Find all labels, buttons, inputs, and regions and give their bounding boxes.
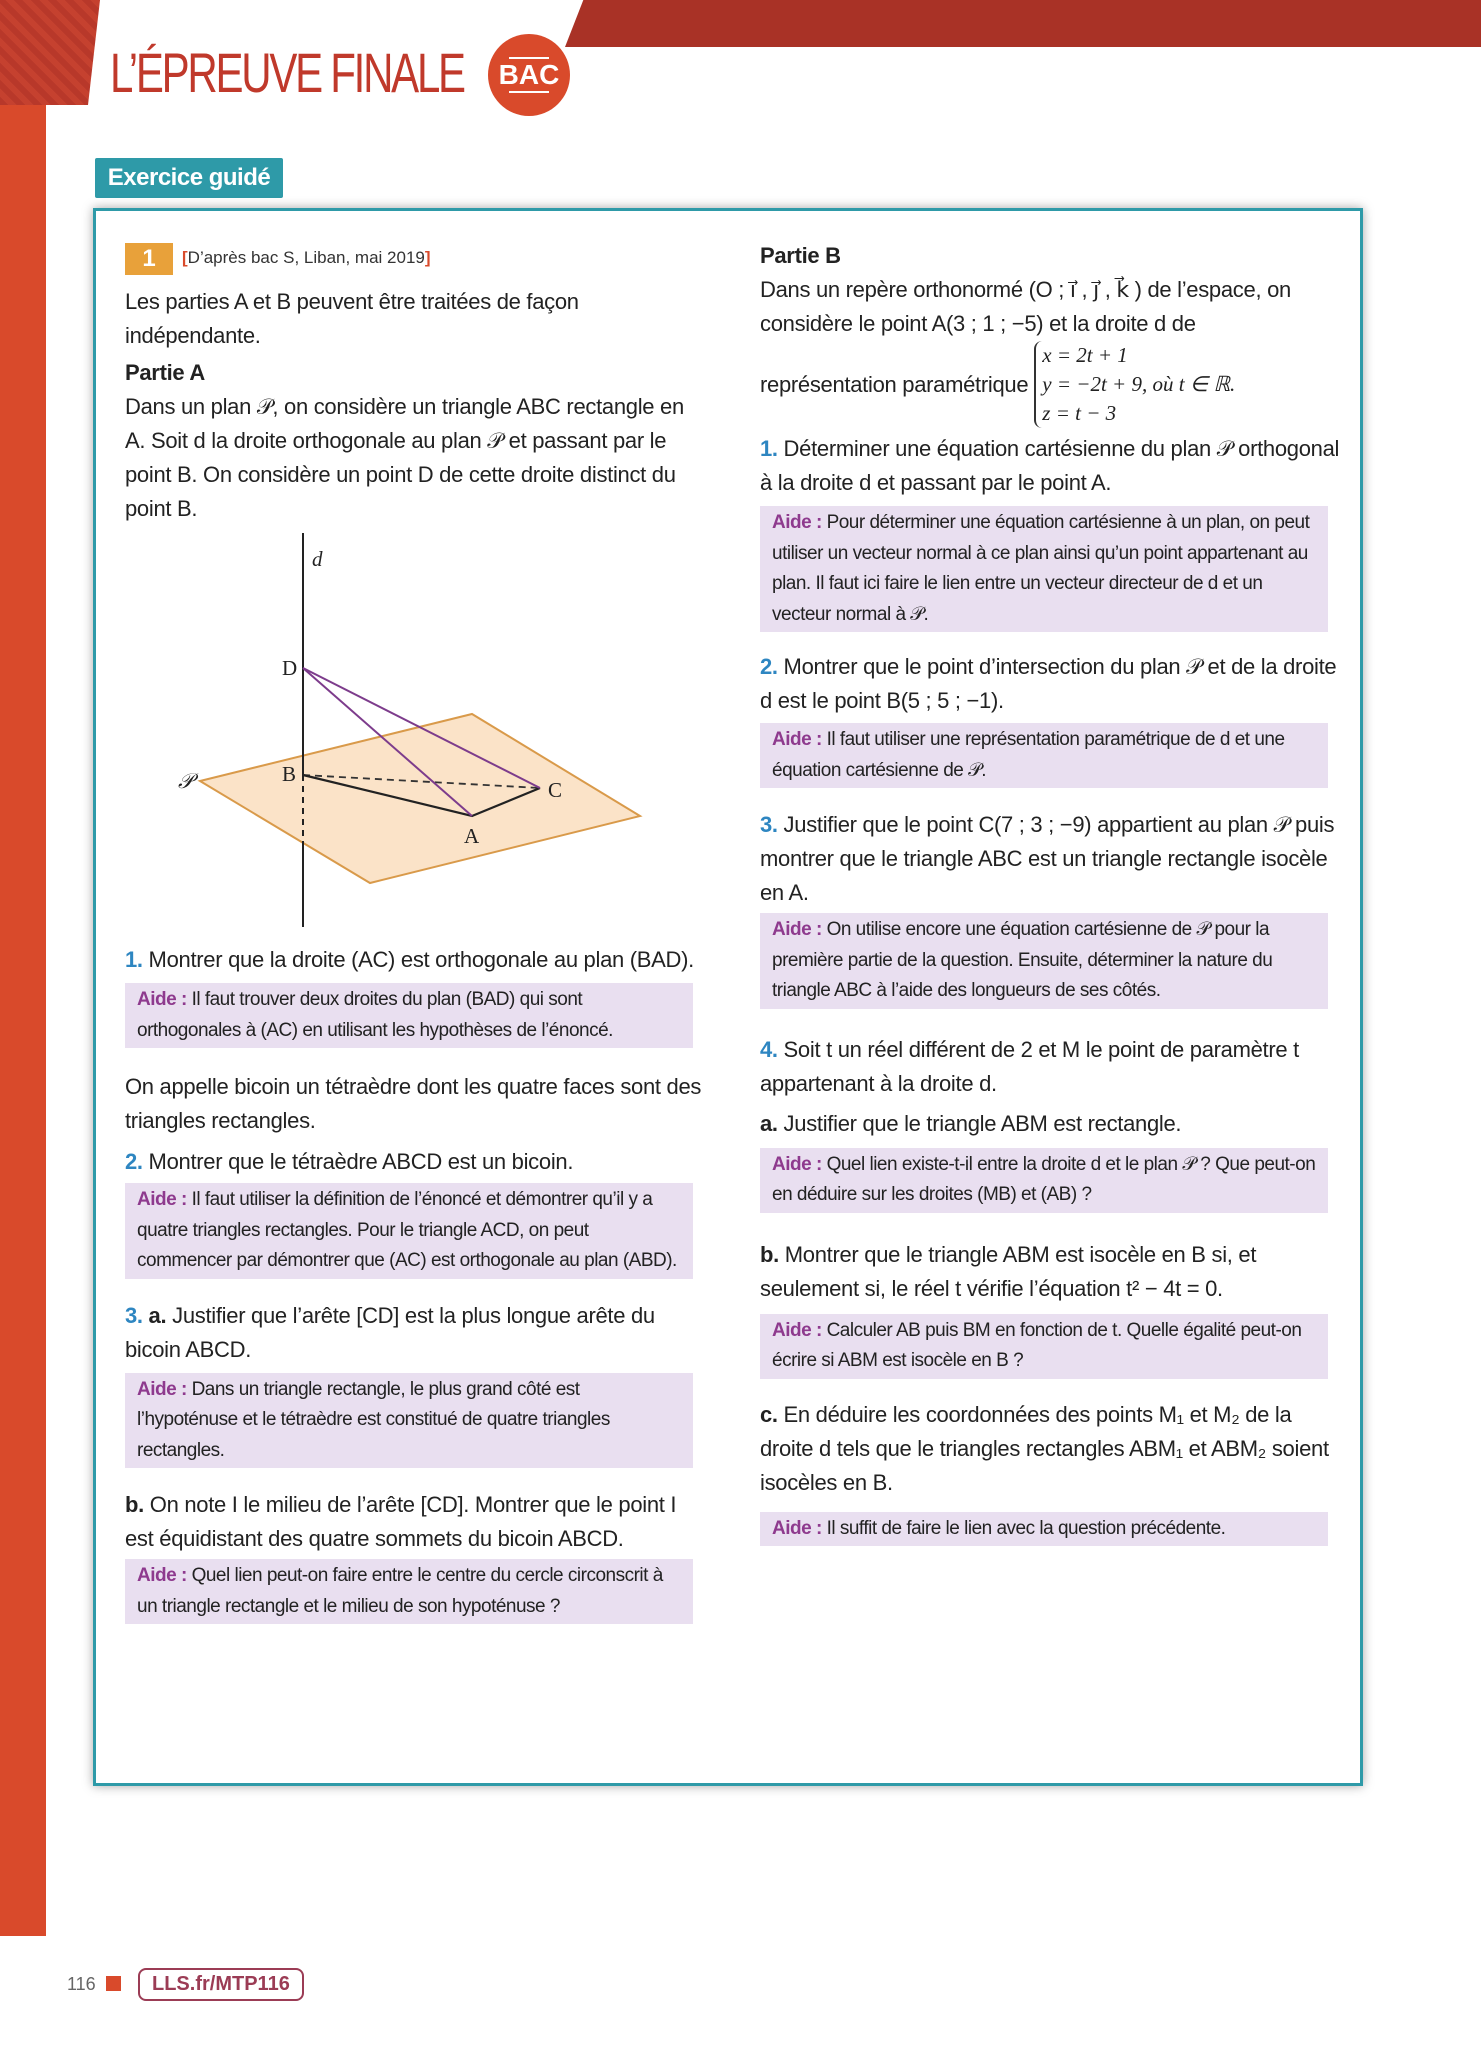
partB-question-4b	[760, 1238, 1340, 1306]
label-d: d	[312, 547, 323, 571]
partB-text: Dans un repère orthonormé (O ; i⃗ , j⃗ , k⃗ ) de l’espace, on considère le point A(3 ; 1 ; −5) et la droite d de	[760, 277, 1291, 336]
footer-square	[106, 1976, 121, 1991]
aide-text: Calculer AB puis BM en fonction de t. Quelle égalité peut-on écrire si ABM est isocèle en B ?	[772, 1319, 1302, 1371]
subquestion-letter: b.	[760, 1241, 779, 1267]
question-number: 1.	[125, 947, 143, 972]
aide-label: Aide :	[772, 512, 822, 533]
question-number: 3.	[760, 812, 778, 837]
aide-text: Quel lien existe-t-il entre la droite d et le plan 𝒫 ? Que peut-on en déduire sur les droites (MB) et (AB) ?	[772, 1153, 1316, 1205]
aide-box	[125, 1559, 693, 1624]
param-label: représentation paramétrique	[760, 371, 1029, 397]
partB-question-4c	[760, 1398, 1340, 1500]
question-number: 4.	[760, 1036, 778, 1062]
label-C: C	[548, 778, 563, 802]
aide-text: Il faut trouver deux droites du plan (BAD) qui sont orthogonales à (AC) en utilisant les hypothèses de l’énoncé.	[137, 989, 613, 1041]
equation-x: x = 2t + 1	[1042, 343, 1128, 367]
figure-tetrahedron	[170, 526, 660, 936]
bicoin-definition: On appelle bicoin un tétraèdre dont les quatre faces sont des triangles rectangles.	[125, 1074, 702, 1133]
partA-text: Dans un plan 𝒫, on considère un triangle ABC rectangle en A. Soit d la droite orthogonale au plan 𝒫 et passant par le point B. On considère un point D de cette droite distinct du point B.	[125, 394, 684, 521]
left-color-bar	[0, 0, 46, 1936]
label-P: 𝒫	[178, 769, 194, 793]
parametric-system	[1034, 341, 1235, 428]
question-number: 1.	[760, 436, 778, 461]
question-text: Montrer que le triangle ABM est isocèle en B si, et seulement si, le réel t vérifie l’équation t² − 4t = 0.	[760, 1241, 1257, 1301]
bracket-open: [	[182, 248, 188, 267]
aide-text: On utilise encore une équation cartésienne de 𝒫 pour la première partie de la question. Ensuite, déterminer la nature du triangle ABC à l’aide des longueurs de ses côtés.	[772, 919, 1273, 1001]
aide-box	[760, 913, 1328, 1009]
aide-text: Il suffit de faire le lien avec la question précédente.	[826, 1517, 1226, 1539]
right-column	[760, 239, 1340, 1546]
question-text: Justifier que le triangle ABM est rectangle.	[777, 1110, 1182, 1136]
label-B: B	[282, 762, 297, 786]
subquestion-letter: c.	[760, 1401, 778, 1427]
aide-text: Dans un triangle rectangle, le plus grand côté est l’hypoténuse et le tétraèdre est constitué de quatre triangles rectangles.	[137, 1378, 610, 1461]
bac-seal	[488, 34, 570, 116]
partB-question-4	[760, 1033, 1340, 1101]
partA-question-3a	[125, 1299, 705, 1367]
section-badge: Exercice guidé	[95, 158, 283, 198]
partB-question-3	[760, 808, 1340, 910]
left-column	[125, 285, 705, 1624]
aide-label: Aide :	[137, 989, 187, 1010]
aide-text: Quel lien peut-on faire entre le centre du cercle circonscrit à un triangle rectangle et le milieu de son hypoténuse ?	[137, 1565, 663, 1617]
bac-label: BAC	[498, 59, 560, 90]
question-text: Montrer que la droite (AC) est orthogonale au plan (BAD).	[142, 947, 694, 972]
aide-box	[125, 983, 693, 1048]
corner-pattern	[0, 0, 100, 105]
aide-box	[760, 1148, 1328, 1213]
partB-question-4a	[760, 1107, 1340, 1141]
partB-title: Partie B	[760, 243, 841, 268]
aide-label: Aide :	[772, 1517, 822, 1539]
partB-question-1	[760, 432, 1340, 500]
subquestion-letter: a.	[760, 1110, 778, 1136]
subquestion-letter: a.	[142, 1302, 167, 1328]
aide-box	[760, 506, 1328, 632]
aide-text: Il faut utiliser une représentation paramétrique de d et une équation cartésienne de 𝒫.	[772, 729, 1285, 781]
aide-label: Aide :	[772, 729, 822, 750]
bracket-close: ]	[424, 248, 431, 267]
equation-z: z = t − 3	[1042, 401, 1117, 425]
partA-question-3b	[125, 1488, 705, 1556]
aide-label: Aide :	[772, 1153, 822, 1175]
question-text: Soit t un réel différent de 2 et M le point de paramètre t appartenant à la droite d.	[760, 1036, 1299, 1096]
header-band	[565, 0, 1481, 47]
aide-text: Il faut utiliser la définition de l’énoncé et démontrer qu’il y a quatre triangles rectangles. Pour le triangle ACD, on peut commencer par démontrer que (AC) est orthogonale au plan (ABD).	[137, 1189, 677, 1271]
aide-text: Pour déterminer une équation cartésienne à un plan, on peut utiliser un vecteur normal à ce plan ainsi qu’un point appartenant au plan. Il faut ici faire le lien entre un vecteur directeur de d et un vecteur normal à 𝒫.	[772, 512, 1310, 625]
question-number: 3.	[125, 1302, 143, 1328]
footer-link[interactable]: LLS.fr/MTP116	[138, 1968, 304, 2001]
label-D: D	[282, 656, 298, 680]
subquestion-letter: b.	[125, 1492, 144, 1517]
aide-box	[760, 723, 1328, 788]
aide-box	[125, 1373, 693, 1469]
question-text: Montrer que le point d’intersection du plan 𝒫 et de la droite d est le point B(5 ; 5 ; −1).	[760, 654, 1337, 713]
question-text: Déterminer une équation cartésienne du plan 𝒫 orthogonal à la droite d et passant par le point A.	[760, 436, 1340, 495]
question-text: Justifier que l’arête [CD] est la plus longue arête du bicoin ABCD.	[125, 1302, 655, 1362]
question-text: On note I le milieu de l’arête [CD]. Montrer que le point I est équidistant des quatre sommets du bicoin ABCD.	[125, 1492, 677, 1551]
aide-label: Aide :	[137, 1189, 187, 1210]
question-text: Justifier que le point C(7 ; 3 ; −9) appartient au plan 𝒫 puis montrer que le triangle ABC est un triangle rectangle isocèle en A.	[760, 812, 1335, 905]
intro-text: Les parties A et B peuvent être traitées de façon indépendante.	[125, 289, 579, 348]
label-A: A	[464, 824, 480, 848]
source-text: D’après bac S, Liban, mai 2019	[187, 248, 425, 267]
aide-label: Aide :	[137, 1378, 187, 1400]
partA-question-2	[125, 1145, 705, 1179]
exercise-source	[182, 248, 431, 268]
page-title: L’ÉPREUVE FINALE	[110, 41, 464, 104]
partB-question-2	[760, 650, 1340, 718]
aide-box	[760, 1512, 1328, 1547]
parametric-representation	[760, 341, 1340, 428]
aide-label: Aide :	[772, 1319, 822, 1341]
aide-box	[760, 1314, 1328, 1379]
question-number: 2.	[760, 654, 778, 679]
page-number: 116	[67, 1974, 96, 1994]
question-number: 2.	[125, 1149, 143, 1174]
equation-y: y = −2t + 9, où t ∈ ℝ.	[1042, 372, 1236, 396]
question-text: Montrer que le tétraèdre ABCD est un bicoin.	[142, 1149, 574, 1174]
partA-question-1	[125, 943, 705, 977]
exercise-number: 1	[125, 243, 173, 275]
aide-label: Aide :	[772, 919, 822, 940]
question-text: En déduire les coordonnées des points M₁ et M₂ de la droite d tels que le triangles rectangles ABM₁ et ABM₂ soient isocèles en B.	[760, 1401, 1329, 1495]
plane-P	[200, 714, 640, 883]
aide-box	[125, 1183, 693, 1279]
partA-title: Partie A	[125, 360, 205, 385]
aide-label: Aide :	[137, 1565, 187, 1586]
